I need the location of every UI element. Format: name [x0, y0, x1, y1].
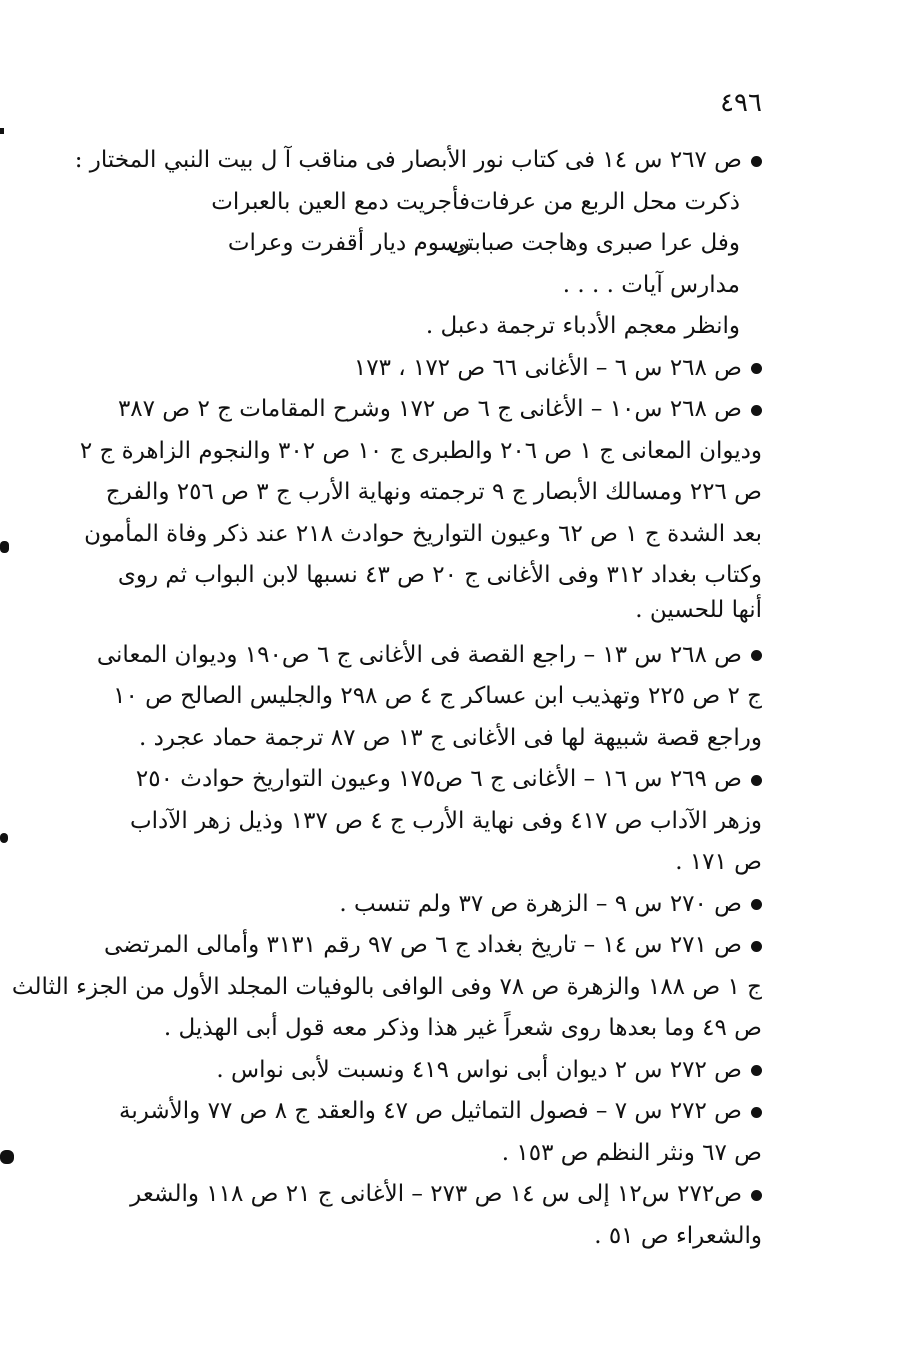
- note-entry: [82, 759, 762, 884]
- note-entry: [82, 635, 762, 760]
- note-entry: [74, 140, 762, 348]
- note-line-text: ص ٢٦٨ س ٦ – الأغانى ٦٦ ص ١٧٢ ، ١٧٣: [353, 354, 742, 381]
- notes-list: [11, 140, 762, 1257]
- note-line: بعد الشدة ج ١ ص ٦٢ وعيون التواريخ حوادث ٢١٨ عند ذكر وفاة المأمون: [84, 520, 762, 547]
- note-line: [74, 140, 762, 182]
- bullet-icon: [751, 775, 762, 786]
- note-line-text: ص ٢٧٢ س ٢ ديوان أبى نواس ٤١٩ ونسبت لأبى نواس .: [216, 1056, 742, 1083]
- note-line: [82, 389, 762, 431]
- note-line: وديوان المعانى ج ١ ص ٢٠٦ والطبرى ج ١٠ ص ٣٠٢ والنجوم الزاهرة ج ٢: [79, 437, 762, 464]
- note-line-text: ص ٢٧٢ س ٧ – فصول التماثيل ص ٤٧ والعقد ج ٨ ص ٧٧ والأشربة: [118, 1098, 742, 1124]
- verse-continuation: مدارس آيات . . . .: [562, 271, 740, 298]
- bullet-icon: [751, 899, 762, 910]
- note-line: [82, 884, 762, 926]
- verse-line: [82, 182, 762, 224]
- bullet-icon: [751, 1107, 762, 1118]
- note-entry: [82, 1050, 762, 1092]
- verse-first-hemistich: وفل عرا صبرى وهاجت صبابتى: [448, 230, 740, 256]
- note-line: ج ١ ص ١٨٨ والزهرة ص ٧٨ وفى الوافى بالوفيات المجلد الأول من الجزء الثالث: [11, 973, 762, 1000]
- bullet-icon: [751, 1190, 762, 1201]
- note-line: وراجع قصة شبيهة لها فى الأغانى ج ١٣ ص ٨٧ ترجمة حماد عجرد .: [139, 724, 762, 751]
- verse-line: [82, 223, 762, 265]
- note-line-text: ص ٢٦٨ س١٠ – الأغانى ج ٦ ص ١٧٢ وشرح المقامات ج ٢ ص ٣٨٧: [117, 396, 742, 422]
- bullet-icon: [751, 941, 762, 952]
- bullet-icon: [751, 1065, 762, 1076]
- note-line: [82, 1174, 762, 1216]
- scan-mark: [0, 833, 8, 843]
- note-line: ص ١٧١ .: [675, 849, 762, 875]
- note-entry: [11, 925, 762, 1050]
- note-line: [82, 925, 762, 967]
- note-line: [82, 759, 762, 801]
- note-line: والشعراء ص ٥١ .: [594, 1222, 762, 1249]
- note-line: وكتاب بغداد ٣١٢ وفى الأغانى ج ٢٠ ص ٤٣ نسبها لابن البواب ثم روى: [117, 562, 762, 588]
- verse-second-hemistich: فأجريت دمع العين بالعبرات: [211, 188, 470, 215]
- note-entry: [82, 348, 762, 390]
- bullet-icon: [751, 156, 762, 167]
- note-line-text: ص ٢٦٩ س ١٦ – الأغانى ج ٦ ص١٧٥ وعيون التواريخ حوادث ٢٥٠: [135, 766, 742, 792]
- note-entry: [82, 1091, 762, 1174]
- note-line-text: ص ٢٧٠ س ٩ – الزهرة ص ٣٧ ولم تنسب .: [339, 890, 742, 917]
- note-line: ج ٢ ص ٢٢٥ وتهذيب ابن عساكر ج ٤ ص ٢٩٨ والجليس الصالح ص ١٠: [113, 683, 762, 709]
- note-line: أنها للحسين .: [635, 596, 762, 623]
- page-number: ٤٩٦: [720, 88, 762, 118]
- note-line: [82, 1091, 762, 1133]
- note-line-text: ص ٢٧١ س ١٤ – تاريخ بغداد ج ٦ ص ٩٧ رقم ٣١٣١ وأمالى المرتضى: [104, 932, 742, 958]
- note-reference: وانظر معجم الأدباء ترجمة دعبل .: [425, 313, 740, 339]
- note-line-text: ص ٢٦٨ س ١٣ – راجع القصة فى الأغانى ج ٦ ص١٩٠ وديوان المعانى: [96, 641, 742, 668]
- note-line: [82, 635, 762, 677]
- bullet-icon: [751, 405, 762, 416]
- note-entry: [79, 389, 762, 623]
- note-entry: [82, 1174, 762, 1257]
- note-line: [82, 348, 762, 390]
- scan-mark: [0, 1150, 14, 1164]
- bullet-icon: [751, 650, 762, 661]
- note-line: ص ٤٩ وما بعدها روى شعراً غير هذا وذكر معه قول أبى الهذيل .: [163, 1015, 762, 1041]
- note-entry: [82, 884, 762, 926]
- bullet-icon: [751, 363, 762, 374]
- note-line: ص ٢٢٦ ومسالك الأبصار ج ٩ ترجمته ونهاية الأرب ج ٣ ص ٢٥٦ والفرج: [105, 479, 762, 505]
- scan-mark: [0, 541, 9, 553]
- note-line: ص ٦٧ ونثر النظم ص ١٥٣ .: [501, 1139, 762, 1166]
- note-line-text: ص٢٧٢ س١٢ إلى س ١٤ ص ٢٧٣ – الأغانى ج ٢١ ص ١١٨ والشعر: [130, 1181, 742, 1207]
- verse-second-hemistich: رسوم ديار أقفرت وعرات: [227, 230, 470, 256]
- note-line: وزهر الآداب ص ٤١٧ وفى نهاية الأرب ج ٤ ص ١٣٧ وذيل زهر الآداب: [129, 807, 762, 834]
- note-line-text: ص ٢٦٧ س ١٤ فى كتاب نور الأبصار فى مناقب آ ل بيت النبي المختار :: [74, 147, 742, 173]
- note-line: [82, 1050, 762, 1092]
- scan-mark: [0, 128, 4, 134]
- verse-first-hemistich: ذكرت محل الربع من عرفات: [470, 188, 740, 215]
